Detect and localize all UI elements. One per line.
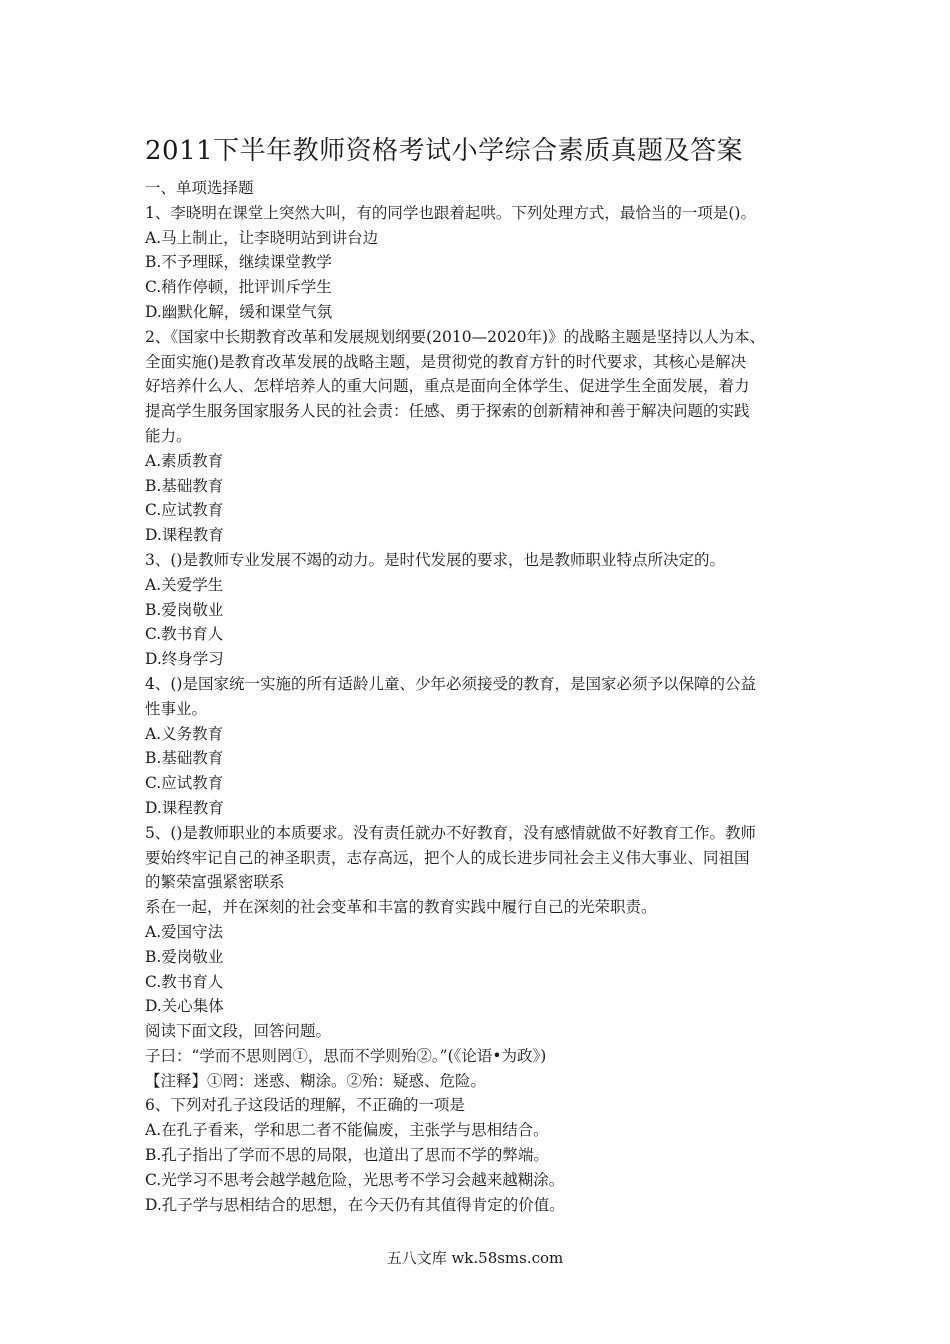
annotation: 【注释】①罔：迷惑、糊涂。②殆：疑惑、危险。 [145, 1071, 487, 1090]
option: D.课程教育 [145, 798, 224, 817]
quotation: 子曰：“学而不思则罔①，思而不学则殆②。”(《论语•为政》) [145, 1046, 547, 1065]
option: C.应试教育 [145, 501, 224, 520]
option: C.教书育人 [145, 625, 224, 644]
option: A.义务教育 [145, 724, 224, 743]
question-4: 4、()是国家统一实施的所有适龄儿童、少年必须接受的教育，是国家必须予以保障的公益 [145, 674, 756, 693]
option: B.不予理睬，继续课堂教学 [145, 253, 332, 272]
question-2-text: 好培养什么人、怎样培养人的重大问题，重点是面向全体学生、促进学生全面发展，着力 [145, 377, 750, 396]
question-3: 3、()是教师专业发展不竭的动力。是时代发展的要求，也是教师职业特点所决定的。 [145, 550, 725, 569]
question-2-text: 全面实施()是教育改革发展的战略主题，是贯彻党的教育方针的时代要求，其核心是解决 [145, 352, 747, 371]
document-body [145, 176, 815, 1217]
option: A.关爱学生 [145, 575, 224, 594]
option: B.孔子指出了学而不思的局限，也道出了思而不学的弊端。 [145, 1146, 549, 1165]
question-5-text: 系在一起，并在深刻的社会变革和丰富的教育实践中履行自己的光荣职责。 [145, 898, 657, 917]
question-5-text: 要始终牢记自己的神圣职责，志存高远，把个人的成长进步同社会主义伟大事业、同祖国 [145, 848, 750, 867]
option: B.基础教育 [145, 476, 224, 495]
option: A.马上制止，让李晓明站到讲台边 [145, 228, 379, 247]
option: D.课程教育 [145, 526, 224, 545]
option: B.爱岗敬业 [145, 947, 224, 966]
section-heading: 一、单项选择题 [145, 179, 254, 197]
option: D.孔子学与思相结合的思想，在今天仍有其值得肯定的价值。 [145, 1195, 565, 1214]
option: A.素质教育 [145, 451, 224, 470]
question-1: 1、李晓明在课堂上突然大叫，有的同学也跟着起哄。下列处理方式，最恰当的一项是()。 [145, 203, 756, 222]
option: B.爱岗敬业 [145, 600, 224, 619]
option: A.爱国守法 [145, 922, 224, 941]
option: D.终身学习 [145, 650, 224, 669]
option: C.应试教育 [145, 774, 224, 793]
question-2-text: 能力。 [145, 426, 192, 445]
option: D.关心集体 [145, 997, 224, 1016]
option: C.教书育人 [145, 972, 224, 991]
question-2: 2、《国家中长期教育改革和发展规划纲要(2010—2020年)》的战略主题是坚持以人为本、 [145, 327, 766, 346]
option: B.基础教育 [145, 749, 224, 768]
question-2-text: 提高学生服务国家服务人民的社会责：任感、勇于探索的创新精神和善于解决问题的实践 [145, 402, 750, 421]
question-5-text: 的繁荣富强紧密联系 [145, 873, 285, 892]
document-title: 2011下半年教师资格考试小学综合素质真题及答案 [145, 136, 744, 166]
reading-instruction: 阅读下面文段，回答问题。 [145, 1022, 332, 1041]
page-footer: 五八文库 wk.58sms.com [386, 1249, 564, 1267]
option: D.幽默化解，缓和课堂气氛 [145, 302, 333, 321]
option: A.在孔子看来，学和思二者不能偏废，主张学与思相结合。 [145, 1121, 549, 1140]
question-6: 6、下列对孔子这段话的理解，不正确的一项是 [145, 1096, 465, 1115]
question-4-text: 性事业。 [145, 699, 208, 718]
option: C.光学习不思考会越学越危险，光思考不学习会越来越糊涂。 [145, 1170, 565, 1189]
option: C.稍作停顿，批评训斥学生 [145, 278, 332, 297]
question-5: 5、()是教师职业的本质要求。没有责任就办不好教育，没有感情就做不好教育工作。教师 [145, 823, 756, 842]
